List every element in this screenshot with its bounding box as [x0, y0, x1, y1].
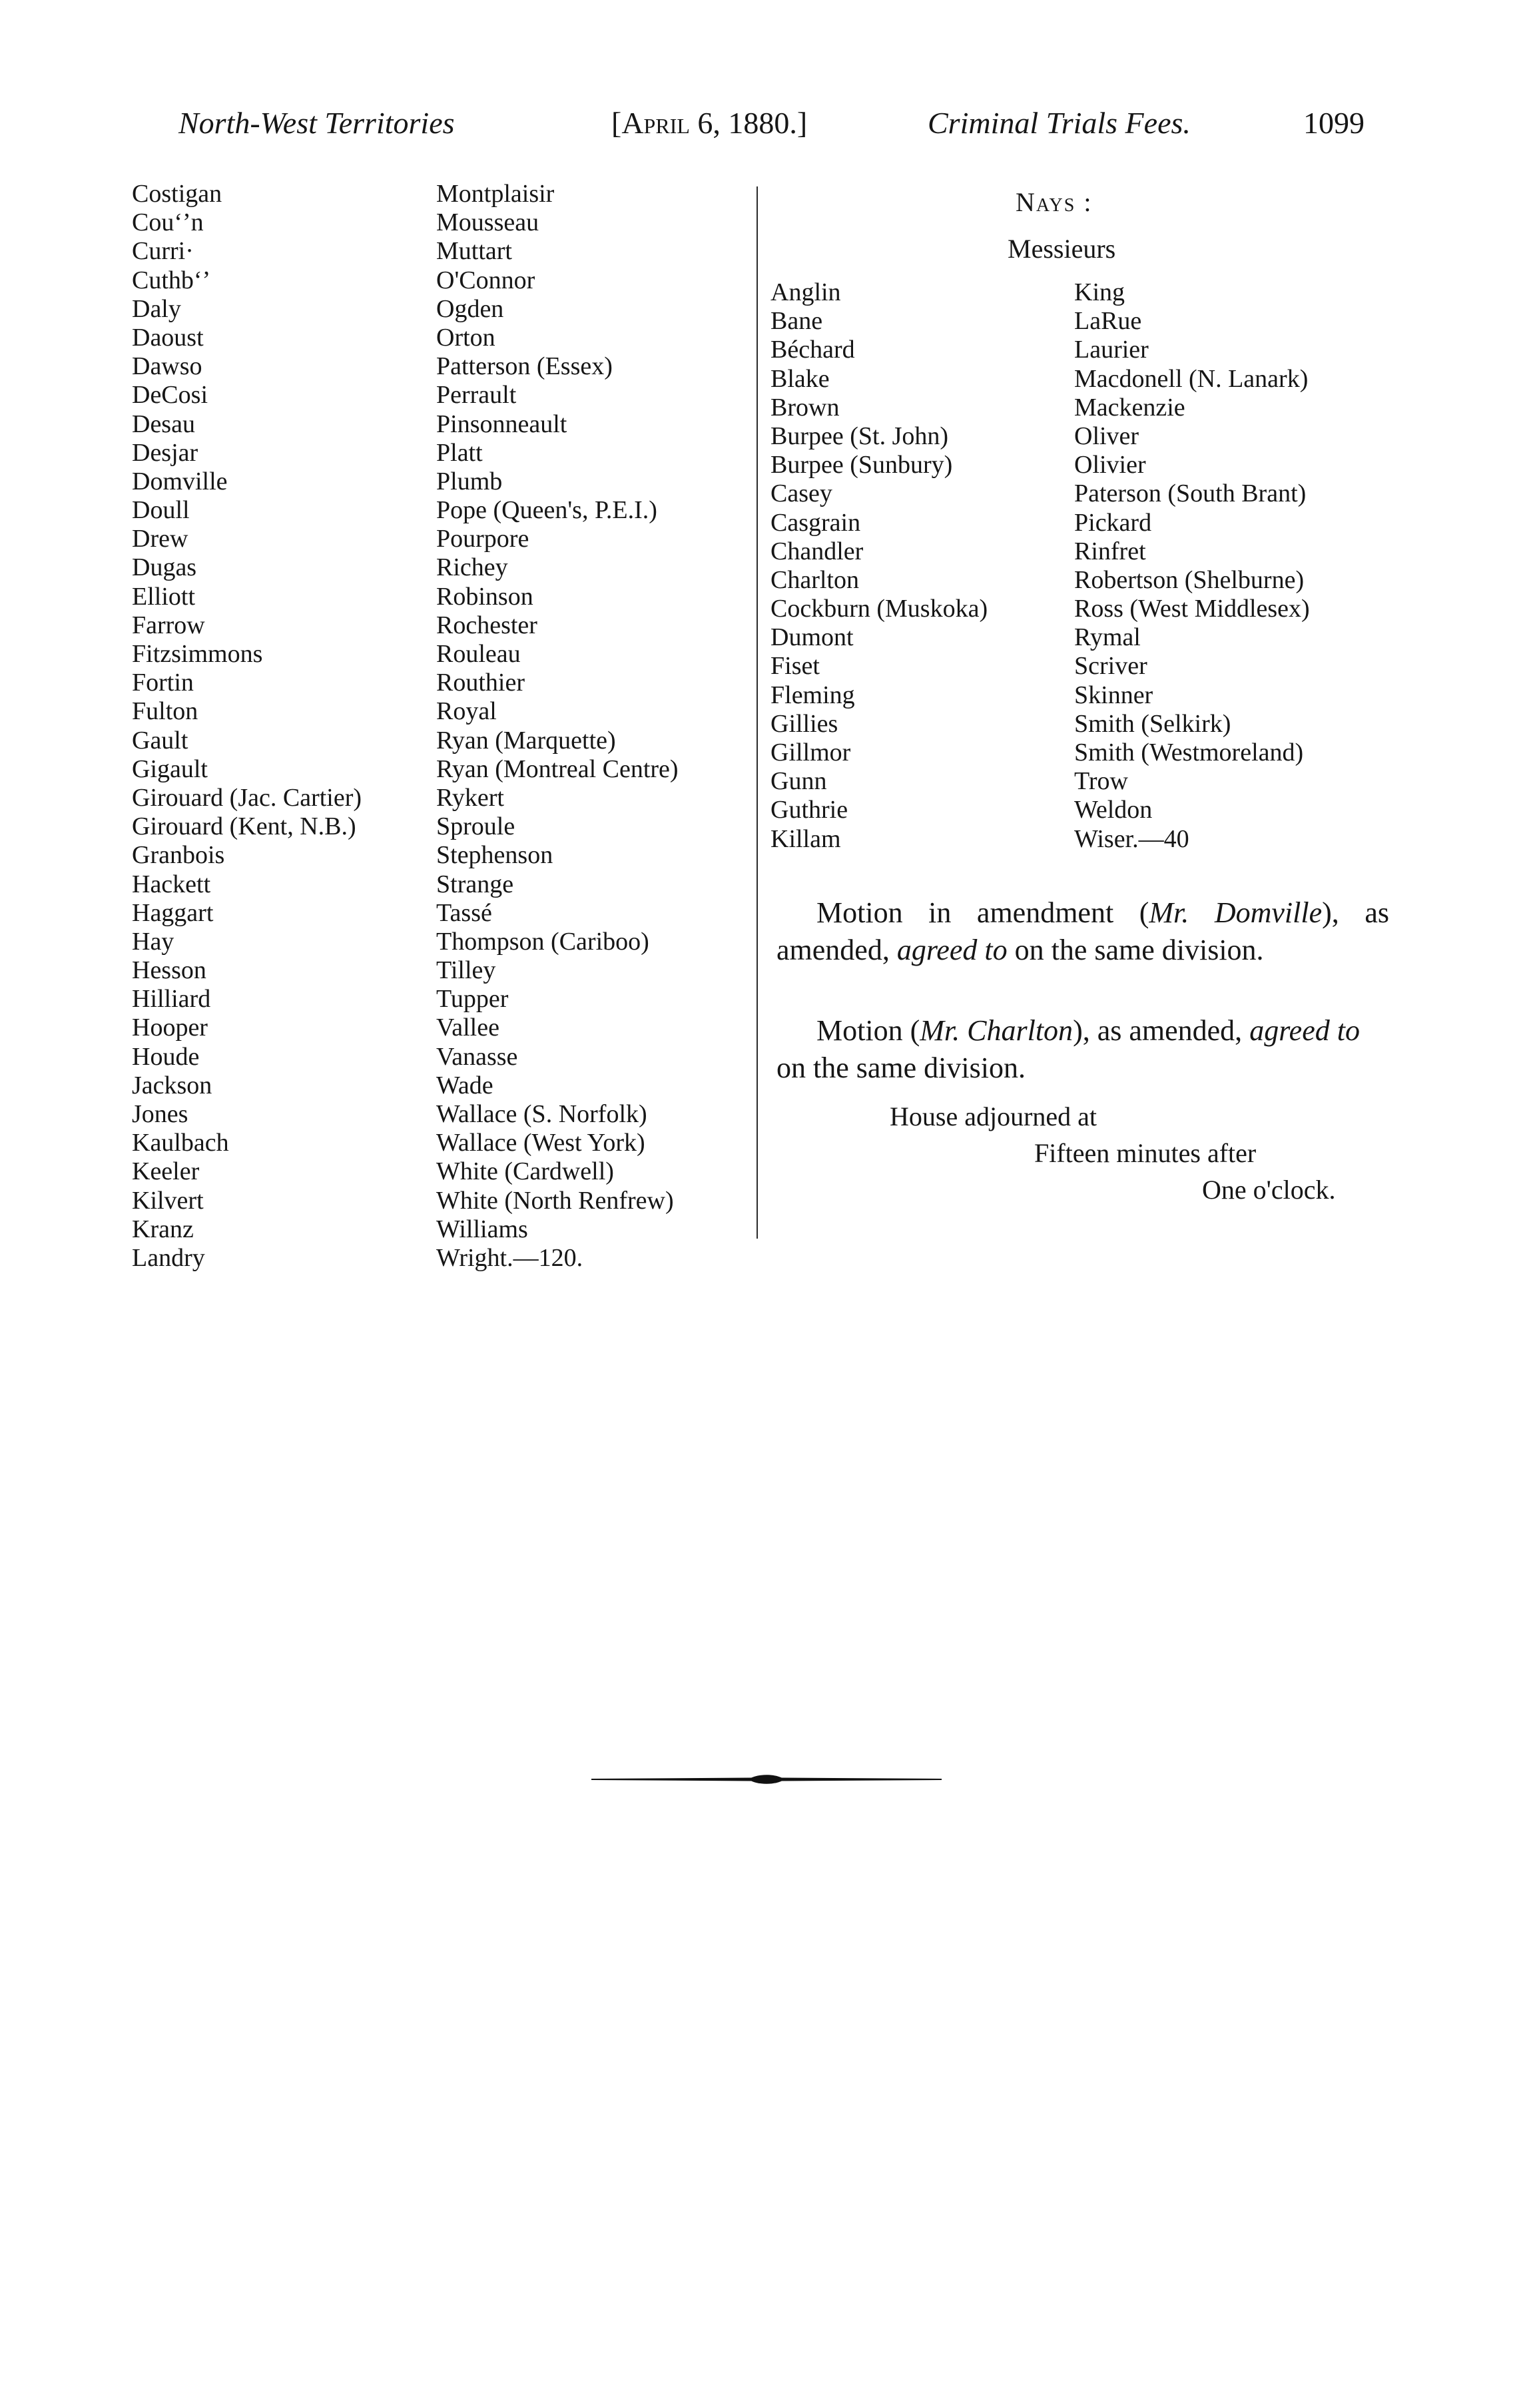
member-name: White (Cardwell) [436, 1157, 614, 1186]
running-header-date [611, 105, 807, 141]
member-name: Rinfret [1074, 537, 1146, 565]
nays-column-2 [1074, 278, 1310, 854]
member-name: Drew [132, 525, 188, 553]
motion2-text-post: on the same division. [776, 1052, 1026, 1084]
member-name: Scriver [1074, 652, 1147, 681]
member-name: Kaulbach [132, 1129, 229, 1157]
page-number: 1099 [1303, 106, 1365, 140]
member-name: Orton [436, 323, 495, 352]
member-name: Richey [436, 553, 508, 582]
nays-heading: Nays : [1016, 187, 1093, 217]
member-name: Vanasse [436, 1042, 518, 1071]
member-name: Smith (Selkirk) [1074, 709, 1231, 738]
member-name: Blake [770, 364, 830, 393]
nays-column-1 [770, 278, 988, 854]
member-name: Anglin [770, 278, 841, 306]
member-name: Fleming [770, 681, 855, 709]
member-name: Pourpore [436, 525, 529, 553]
member-name: Daly [132, 294, 181, 323]
motion2-text-pre: Motion ( [816, 1014, 920, 1047]
end-ornament-rule [591, 1770, 942, 1789]
member-name: O'Connor [436, 266, 535, 294]
member-name: Skinner [1074, 681, 1153, 709]
motion1-text-post: on the same division. [1007, 934, 1264, 966]
member-name: Desjar [132, 438, 198, 467]
motion1-text-pre: Motion in amendment ( [816, 896, 1149, 929]
motion1-member: Mr. Domville [1149, 896, 1323, 929]
member-name: Trow [1074, 767, 1128, 796]
member-name: Fiset [770, 652, 820, 681]
member-name: Stephenson [436, 841, 553, 870]
member-name: Elliott [132, 582, 195, 611]
member-name: Robinson [436, 582, 533, 611]
member-name: Desau [132, 410, 195, 438]
member-name: Muttart [436, 237, 512, 266]
member-name: Vallee [436, 1014, 499, 1042]
member-name: Oliver [1074, 422, 1139, 450]
member-name: Tilley [436, 956, 496, 985]
member-name: Casgrain [770, 508, 861, 537]
member-name: Daoust [132, 323, 204, 352]
member-name: Curri· [132, 237, 194, 266]
member-name: Brown [770, 393, 840, 422]
running-header-subject: North-West Territories [178, 106, 455, 140]
member-name: Mousseau [436, 208, 539, 237]
member-name: LaRue [1074, 307, 1142, 336]
member-name: Cou‘’n [132, 208, 204, 237]
member-name: Hay [132, 927, 174, 956]
adjourned-line-3: One o'clock. [1202, 1175, 1336, 1205]
member-name: Platt [436, 438, 483, 467]
member-name: Rochester [436, 611, 537, 639]
member-name: Olivier [1074, 451, 1146, 479]
member-name: Haggart [132, 898, 214, 927]
member-name: White (North Renfrew) [436, 1186, 674, 1215]
member-name: Doull [132, 496, 190, 525]
motion-amendment-paragraph [776, 894, 1389, 969]
member-name: Pickard [1074, 508, 1152, 537]
member-name: Pinsonneault [436, 410, 567, 438]
member-name: Guthrie [770, 796, 848, 824]
member-name: Landry [132, 1243, 205, 1272]
member-name: Patterson (Essex) [436, 352, 613, 381]
member-name: Ryan (Montreal Centre) [436, 754, 679, 783]
motion2-agreed: agreed to [1249, 1014, 1360, 1047]
member-name: Rymal [1074, 623, 1141, 652]
member-name: Mackenzie [1074, 393, 1185, 422]
member-name: DeCosi [132, 381, 208, 410]
member-name: Strange [436, 870, 514, 898]
member-name: Jones [132, 1100, 188, 1128]
member-name: Rouleau [436, 640, 521, 668]
member-name: Routhier [436, 669, 525, 697]
member-name: Burpee (St. John) [770, 422, 949, 450]
member-name: Wright.—120. [436, 1243, 583, 1272]
member-name: Costigan [132, 180, 222, 208]
running-header-title: Criminal Trials Fees. [928, 106, 1191, 140]
member-name: Tupper [436, 985, 509, 1014]
member-name: Tassé [436, 898, 492, 927]
member-name: Keeler [132, 1157, 200, 1186]
nays-subheading: Messieurs [1008, 234, 1116, 264]
date-month: April [621, 106, 690, 140]
member-name: Gillies [770, 709, 838, 738]
member-name: Burpee (Sunbury) [770, 451, 953, 479]
member-name: Wallace (S. Norfolk) [436, 1100, 647, 1128]
member-name: Granbois [132, 841, 225, 870]
member-name: Fitzsimmons [132, 640, 263, 668]
date-bracket: [ [611, 106, 622, 140]
column-divider [757, 186, 758, 1239]
member-name: Bane [770, 307, 823, 336]
running-header [0, 105, 1533, 152]
member-name: Kranz [132, 1215, 194, 1243]
member-name: Killam [770, 824, 841, 853]
member-name: Ross (West Middlesex) [1074, 595, 1310, 623]
member-name: Montplaisir [436, 180, 555, 208]
member-name: Béchard [770, 336, 855, 364]
member-name: Dumont [770, 623, 854, 652]
yeas-column-1 [132, 180, 362, 1273]
member-name: King [1074, 278, 1125, 306]
member-name: Gault [132, 726, 188, 754]
member-name: Robertson (Shelburne) [1074, 565, 1305, 594]
member-name: Rykert [436, 783, 504, 812]
date-rest: 6, 1880.] [689, 106, 808, 140]
member-name: Chandler [770, 537, 864, 565]
member-name: Girouard (Jac. Cartier) [132, 783, 362, 812]
member-name: Wade [436, 1071, 493, 1099]
member-name: Hesson [132, 956, 206, 985]
member-name: Gillmor [770, 739, 851, 766]
member-name: Weldon [1074, 796, 1153, 824]
member-name: Ryan (Marquette) [436, 726, 616, 754]
motion1-text-mid: ), as amended, [776, 896, 1390, 966]
member-name: Gigault [132, 754, 208, 783]
motion2-member: Mr. Charlton [920, 1014, 1073, 1047]
member-name: Laurier [1074, 336, 1149, 364]
member-name: Williams [436, 1215, 528, 1243]
member-name: Charlton [770, 565, 859, 594]
member-name: Gunn [770, 767, 827, 796]
member-name: Ogden [436, 294, 504, 323]
motion-paragraph [776, 1012, 1389, 1087]
member-name: Thompson (Cariboo) [436, 927, 649, 956]
member-name: Domville [132, 467, 228, 495]
member-name: Jackson [132, 1071, 212, 1099]
member-name: Cockburn (Muskoka) [770, 595, 988, 623]
member-name: Hooper [132, 1014, 208, 1042]
member-name: Paterson (South Brant) [1074, 479, 1307, 508]
member-name: Girouard (Kent, N.B.) [132, 812, 356, 841]
motion1-agreed: agreed to [896, 934, 1008, 966]
member-name: Hilliard [132, 985, 211, 1014]
adjourned-line-2: Fifteen minutes after [1034, 1138, 1257, 1168]
member-name: Smith (Westmoreland) [1074, 739, 1304, 766]
member-name: Wallace (West York) [436, 1129, 645, 1157]
member-name: Royal [436, 697, 497, 726]
member-name: Pope (Queen's, P.E.I.) [436, 496, 657, 525]
member-name: Casey [770, 479, 832, 508]
yeas-column-2 [436, 180, 679, 1273]
member-name: Sproule [436, 812, 515, 841]
member-name: Cuthb‘’ [132, 266, 211, 294]
member-name: Macdonell (N. Lanark) [1074, 364, 1309, 393]
member-name: Dawso [132, 352, 202, 381]
adjourned-line-1: House adjourned at [890, 1101, 1097, 1131]
member-name: Fulton [132, 697, 198, 726]
member-name: Houde [132, 1042, 200, 1071]
member-name: Kilvert [132, 1186, 204, 1215]
member-name: Hackett [132, 870, 211, 898]
member-name: Fortin [132, 669, 194, 697]
member-name: Dugas [132, 553, 197, 582]
member-name: Perrault [436, 381, 517, 410]
member-name: Farrow [132, 611, 205, 639]
member-name: Plumb [436, 467, 503, 495]
motion2-text-mid: ), as amended, [1073, 1014, 1250, 1047]
member-name: Wiser.—40 [1074, 824, 1189, 853]
